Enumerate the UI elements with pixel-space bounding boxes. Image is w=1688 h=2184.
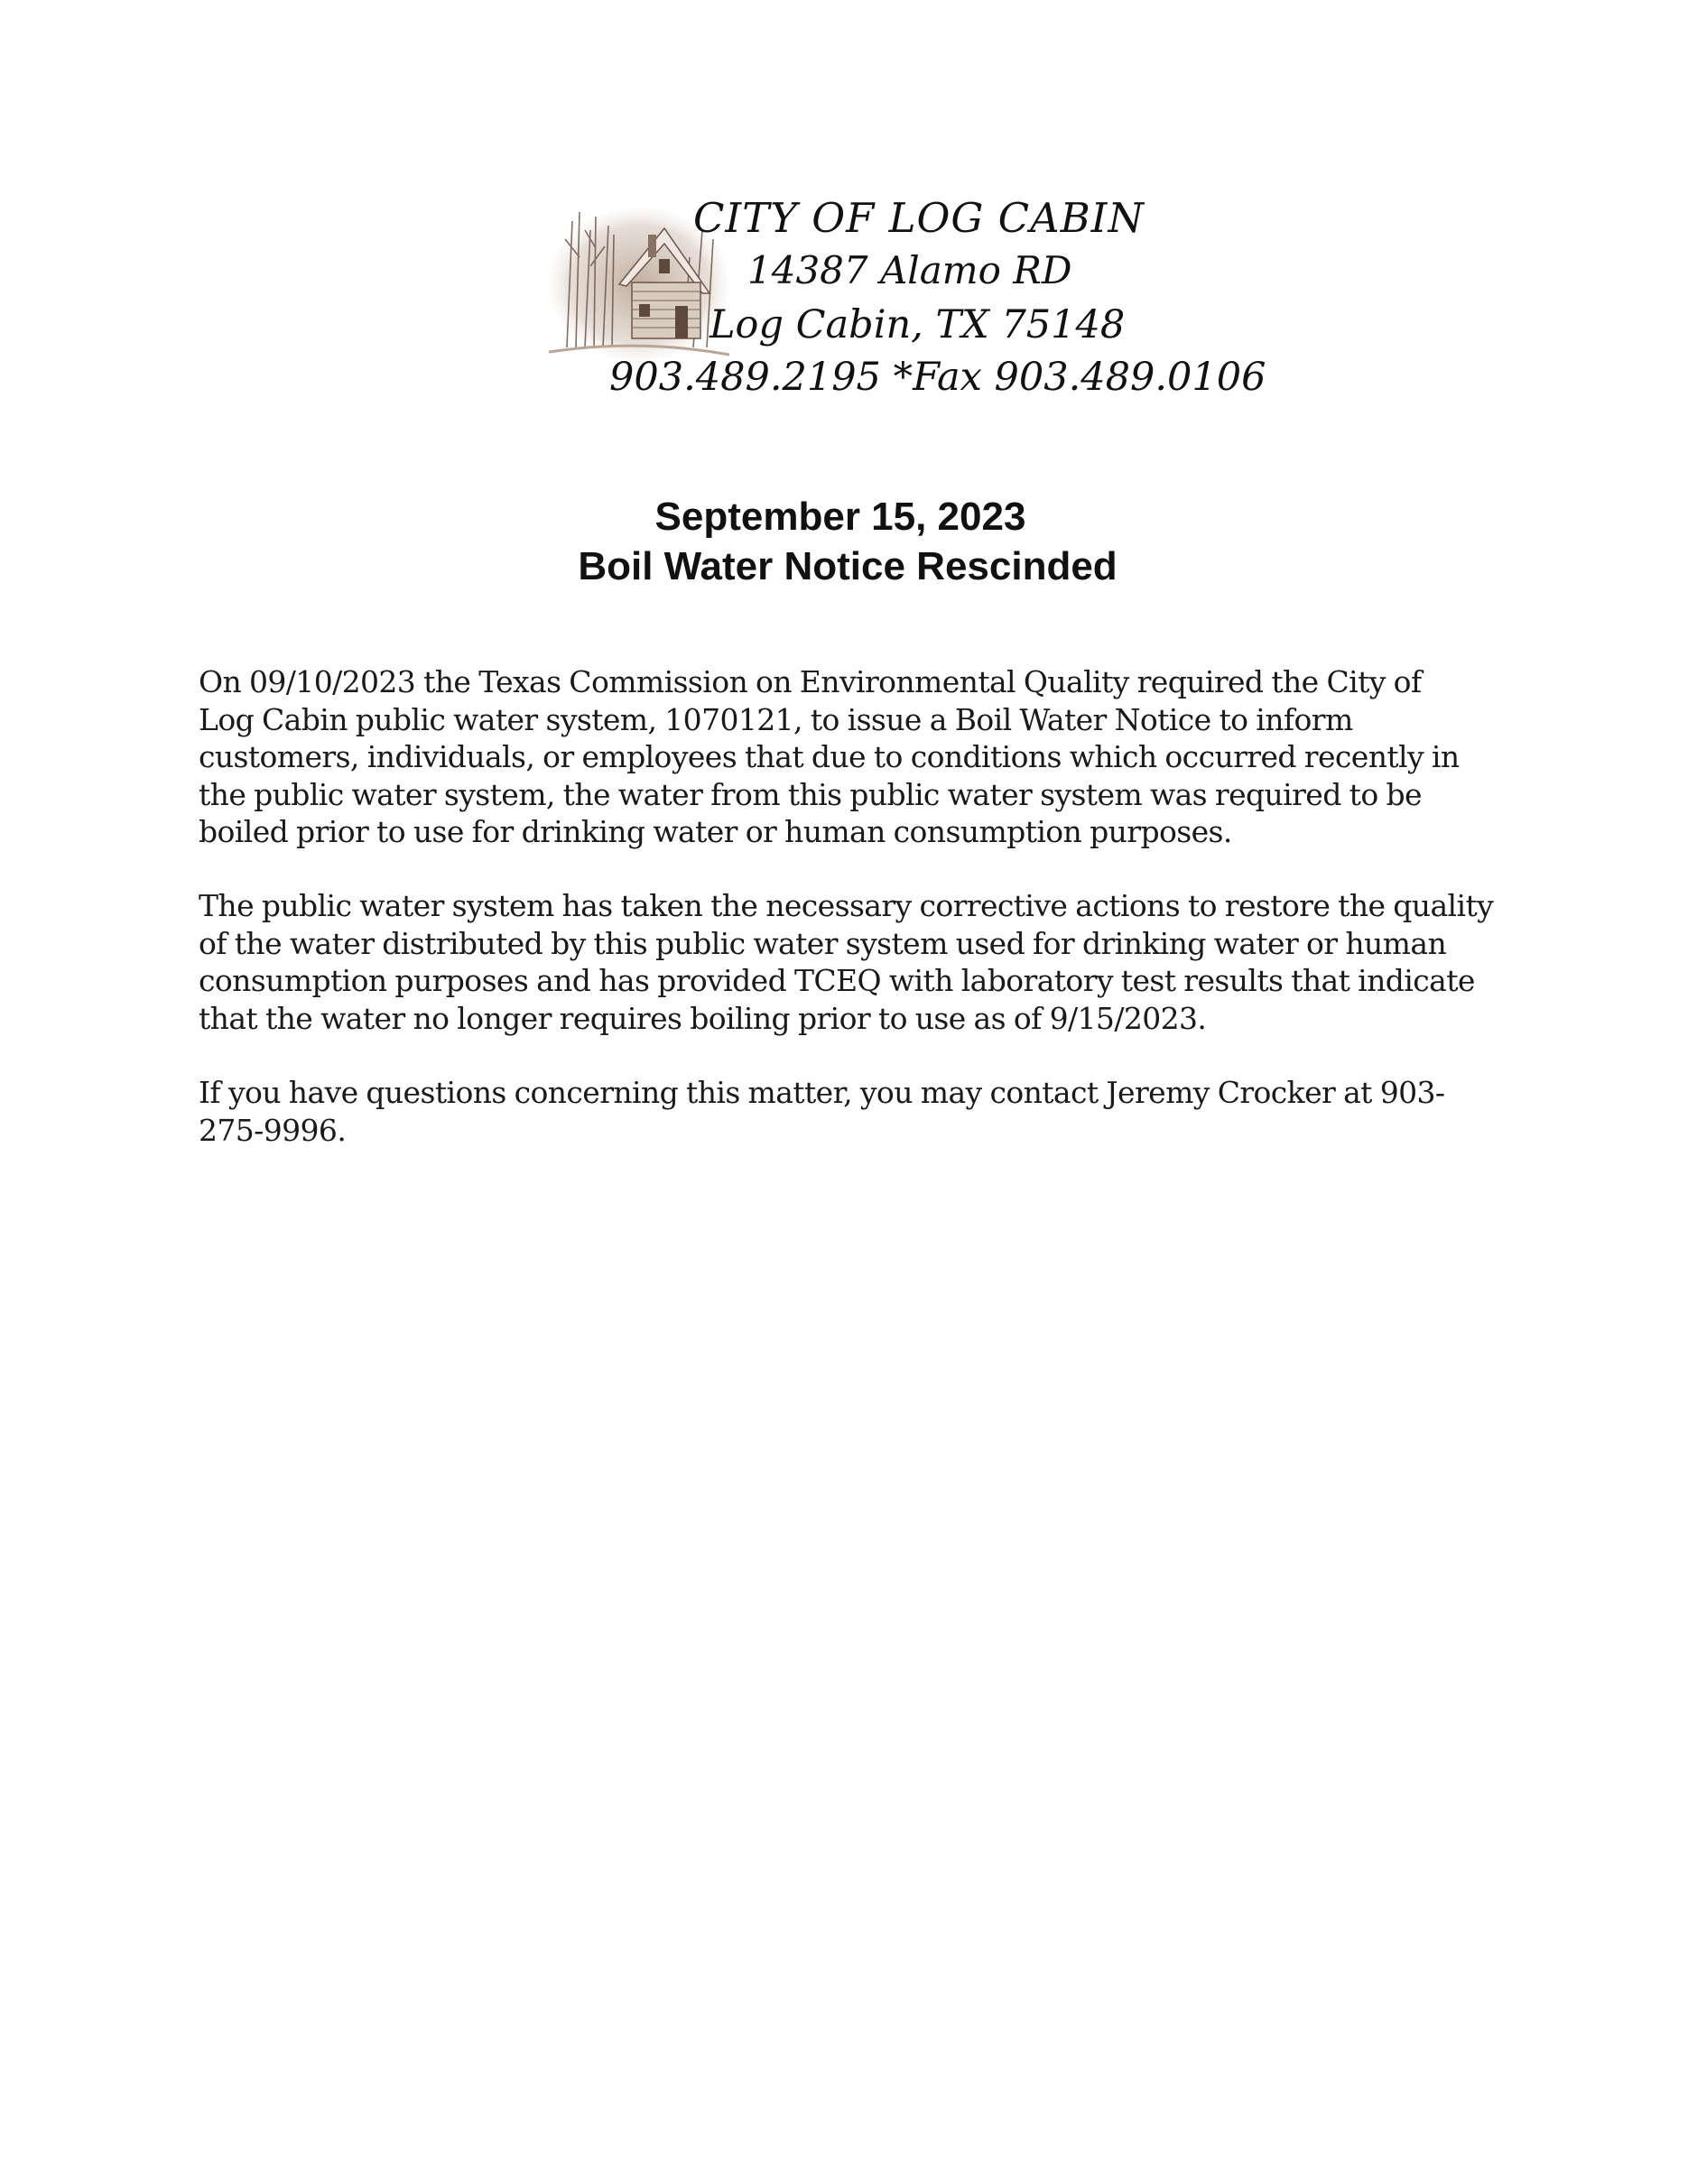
paragraph-contact [199, 1074, 1498, 1149]
paragraph-notice-issued [199, 663, 1498, 851]
paragraph-line: The public water system has taken the necessary corrective actions to restore the quality [199, 888, 1494, 923]
letterhead [542, 194, 1264, 411]
paragraph-line: On 09/10/2023 the Texas Commission on Environmental Quality required the City of [199, 664, 1422, 699]
paragraph-line: 275-9996. [199, 1112, 347, 1148]
org-name: CITY OF LOG CABIN [693, 194, 1145, 242]
paragraph-corrective-actions [199, 887, 1498, 1037]
paragraph-line: If you have questions concerning this matter, you may contact Jeremy Crocker at 903- [199, 1075, 1445, 1110]
paragraph-line: the public water system, the water from this public water system was required to be [199, 776, 1422, 812]
paragraph-line: customers, individuals, or employees that due to conditions which occurred recently in [199, 739, 1460, 774]
phone-fax: 903.489.2195 *Fax 903.489.0106 [609, 355, 1266, 400]
city-state-zip: Log Cabin, TX 75148 [710, 302, 1126, 347]
paragraph-line: consumption purposes and has provided TCEQ with laboratory test results that indicate [199, 963, 1475, 998]
notice-title: Boil Water Notice Rescinded [578, 544, 1118, 588]
paragraph-line: of the water distributed by this public water system used for drinking water or human [199, 925, 1447, 961]
paragraph-line: that the water no longer requires boiling prior to use as of 9/15/2023. [199, 1000, 1207, 1036]
paragraph-line: Log Cabin public water system, 1070121, to issue a Boil Water Notice to inform [199, 701, 1353, 737]
notice-date: September 15, 2023 [654, 495, 1026, 539]
street-address: 14387 Alamo RD [747, 248, 1072, 292]
paragraph-line: boiled prior to use for drinking water or human consumption purposes. [199, 814, 1232, 849]
